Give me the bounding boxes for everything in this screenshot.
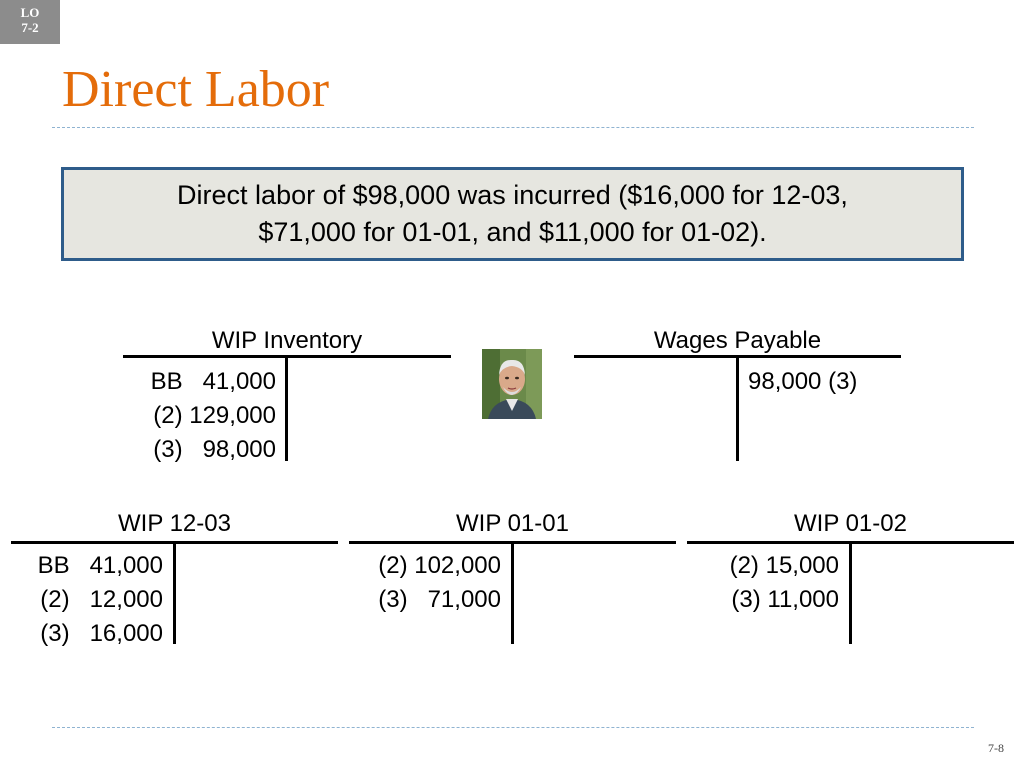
account-name: WIP Inventory xyxy=(211,327,363,354)
debit-entry: (2) 129,000 xyxy=(153,402,276,429)
top-divider xyxy=(52,127,974,128)
credit-entry: 98,000 (3) xyxy=(748,368,858,395)
lo-badge-line1: LO xyxy=(20,5,40,20)
lo-badge-line2: 7-2 xyxy=(21,20,39,35)
account-name: WIP 01-01 xyxy=(456,510,569,537)
t-account-vertical-rule xyxy=(849,541,852,644)
debit-entry: (3) 11,000 xyxy=(731,586,839,613)
t-account-wip-01-02 xyxy=(687,510,1014,646)
account-name: WIP 12-03 xyxy=(118,510,231,537)
info-box xyxy=(61,167,964,261)
debit-entry: (3) 16,000 xyxy=(40,620,163,647)
slide-title: Direct Labor xyxy=(62,61,330,118)
learning-objective-badge xyxy=(0,0,60,44)
debit-entry: (2) 102,000 xyxy=(378,552,501,579)
t-account-wip-12-03 xyxy=(11,510,338,646)
bottom-divider xyxy=(52,727,974,728)
debit-entry: BB 41,000 xyxy=(37,552,163,579)
t-account-wip-inventory xyxy=(123,327,451,461)
debit-entry: (3) 98,000 xyxy=(153,436,276,463)
account-name: WIP 01-02 xyxy=(794,510,907,537)
info-line-1: Direct labor of $98,000 was incurred ($16,000 for 12-03, xyxy=(177,180,848,210)
credit-entries xyxy=(748,365,857,399)
portrait-image xyxy=(482,349,542,419)
t-account-wages-payable xyxy=(574,327,901,461)
debit-entries xyxy=(38,549,163,651)
page-number: 7-8 xyxy=(988,741,1004,755)
t-account-vertical-rule xyxy=(285,355,288,461)
account-name: Wages Payable xyxy=(653,327,822,354)
professor-photo xyxy=(482,349,542,419)
t-account-vertical-rule xyxy=(511,541,514,644)
debit-entries xyxy=(730,549,839,617)
t-account-wip-01-01 xyxy=(349,510,676,646)
t-account-vertical-rule xyxy=(736,355,739,461)
debit-entries xyxy=(151,365,276,467)
debit-entries xyxy=(378,549,501,617)
debit-entry: (2) 12,000 xyxy=(40,586,163,613)
info-line-2: $71,000 for 01-01, and $11,000 for 01-02). xyxy=(258,217,767,247)
debit-entry: BB 41,000 xyxy=(150,368,276,395)
t-account-vertical-rule xyxy=(173,541,176,644)
debit-entry: (2) 15,000 xyxy=(729,552,839,579)
debit-entry: (3) 71,000 xyxy=(378,586,501,613)
